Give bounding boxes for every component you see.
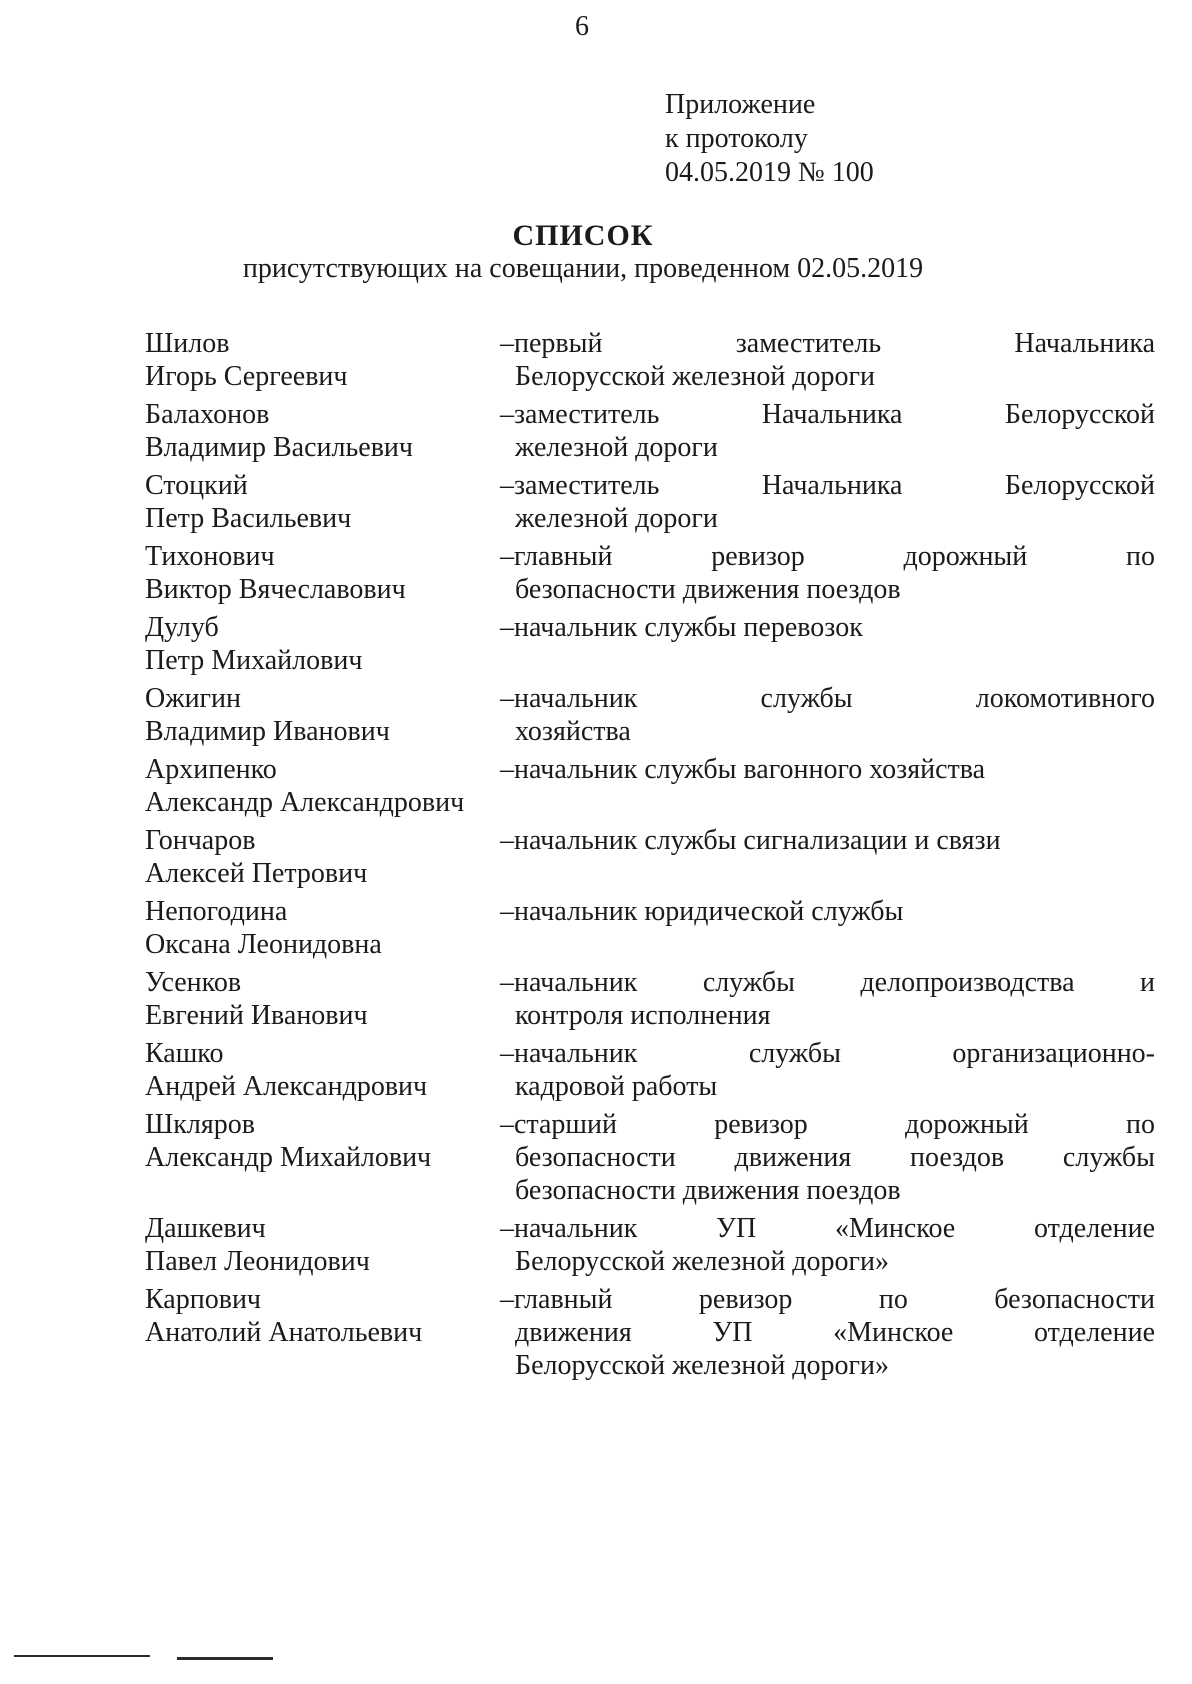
attendee-position-line: –начальник службы вагонного хозяйства (500, 754, 986, 785)
attendee-row (145, 1283, 1155, 1382)
attendee-row (145, 611, 1155, 677)
attendee-surname: Дулуб (145, 612, 219, 643)
attendee-position-line: –главный ревизор дорожный по (500, 541, 1155, 572)
attendee-name (145, 895, 500, 961)
document-heading (0, 219, 1166, 285)
attendee-position-line: Белорусской железной дороги (515, 361, 876, 392)
attendee-row (145, 682, 1155, 748)
attendee-position (500, 327, 1155, 393)
attendee-position (500, 824, 1155, 890)
attendee-position-line: –начальник службы организационно- (500, 1038, 1155, 1069)
attendee-name (145, 1283, 500, 1382)
attendee-position-line: –начальник службы делопроизводства и (500, 967, 1155, 998)
attendee-row (145, 753, 1155, 819)
attendee-position (500, 1037, 1155, 1103)
attendee-position-line: –начальник службы сигнализации и связи (500, 825, 1001, 856)
attendee-position (500, 895, 1155, 961)
attendee-row (145, 824, 1155, 890)
attendee-given-names: Владимир Васильевич (145, 432, 413, 463)
attendee-roster (145, 327, 1155, 1387)
attendee-position-line: Белорусской железной дороги» (515, 1350, 890, 1381)
attendee-position-line: железной дороги (515, 503, 718, 534)
attendee-row (145, 895, 1155, 961)
attendee-position (500, 398, 1155, 464)
attendee-position (500, 1283, 1155, 1382)
attendee-given-names: Анатолий Анатольевич (145, 1317, 423, 1348)
attendee-row (145, 1108, 1155, 1207)
page-number: 6 (575, 11, 589, 42)
attendee-surname: Шкляров (145, 1109, 255, 1140)
appendix-line: к протоколу (665, 123, 808, 154)
attendee-name (145, 824, 500, 890)
scan-artifact-line (177, 1657, 273, 1660)
attendee-position (500, 1108, 1155, 1207)
attendee-surname: Ожигин (145, 683, 242, 714)
attendee-position-line: –начальник УП «Минское отделение (500, 1213, 1155, 1244)
attendee-given-names: Петр Михайлович (145, 645, 363, 676)
attendee-surname: Балахонов (145, 399, 270, 430)
attendee-surname: Усенков (145, 967, 242, 998)
attendee-row (145, 540, 1155, 606)
attendee-position-line: Белорусской железной дороги» (515, 1246, 890, 1277)
attendee-position-line: кадровой работы (515, 1071, 718, 1102)
attendee-name (145, 398, 500, 464)
attendee-row (145, 327, 1155, 393)
attendee-given-names: Игорь Сергеевич (145, 361, 348, 392)
attendee-name (145, 1037, 500, 1103)
attendee-name (145, 1212, 500, 1278)
attendee-surname: Непогодина (145, 896, 288, 927)
attendee-surname: Карпович (145, 1284, 262, 1315)
attendee-position (500, 540, 1155, 606)
attendee-position-line: движения УП «Минское отделение (515, 1317, 1155, 1348)
appendix-line: Приложение (665, 89, 816, 120)
attendee-name (145, 611, 500, 677)
attendee-given-names: Владимир Иванович (145, 716, 390, 747)
attendee-row (145, 398, 1155, 464)
attendee-surname: Тихонович (145, 541, 275, 572)
appendix-block (665, 88, 874, 190)
attendee-given-names: Александр Александрович (145, 787, 465, 818)
attendee-row (145, 966, 1155, 1032)
attendee-surname: Дашкевич (145, 1213, 266, 1244)
attendee-position-line: безопасности движения поездов службы (515, 1142, 1155, 1173)
attendee-position (500, 682, 1155, 748)
attendee-given-names: Евгений Иванович (145, 1000, 368, 1031)
attendee-name (145, 469, 500, 535)
attendee-position-line: –первый заместитель Начальника (500, 328, 1155, 359)
attendee-position-line: хозяйства (515, 716, 631, 747)
appendix-line: 04.05.2019 № 100 (665, 157, 874, 188)
attendee-row (145, 469, 1155, 535)
attendee-surname: Стоцкий (145, 470, 248, 501)
attendee-surname: Архипенко (145, 754, 277, 785)
attendee-position-line: –старший ревизор дорожный по (500, 1109, 1155, 1140)
attendee-row (145, 1037, 1155, 1103)
attendee-position-line: –заместитель Начальника Белорусской (500, 399, 1155, 430)
attendee-given-names: Александр Михайлович (145, 1142, 432, 1173)
attendee-position-line: –начальник юридической службы (500, 896, 904, 927)
attendee-surname: Гончаров (145, 825, 256, 856)
attendee-position-line: контроля исполнения (515, 1000, 771, 1031)
attendee-row (145, 1212, 1155, 1278)
document-title: СПИСОК (512, 219, 654, 252)
document-subtitle: присутствующих на совещании, проведенном 02.05.2019 (242, 253, 924, 284)
attendee-name (145, 327, 500, 393)
attendee-position (500, 469, 1155, 535)
attendee-given-names: Павел Леонидович (145, 1246, 370, 1277)
attendee-position-line: безопасности движения поездов (515, 1175, 901, 1206)
attendee-given-names: Петр Васильевич (145, 503, 352, 534)
attendee-name (145, 1108, 500, 1207)
attendee-surname: Кашко (145, 1038, 224, 1069)
attendee-name (145, 966, 500, 1032)
attendee-position (500, 753, 1155, 819)
attendee-given-names: Андрей Александрович (145, 1071, 428, 1102)
attendee-name (145, 753, 500, 819)
attendee-position (500, 611, 1155, 677)
attendee-given-names: Алексей Петрович (145, 858, 368, 889)
attendee-position-line: –заместитель Начальника Белорусской (500, 470, 1155, 501)
attendee-name (145, 540, 500, 606)
attendee-position (500, 1212, 1155, 1278)
scan-artifact-line (14, 1655, 150, 1657)
attendee-surname: Шилов (145, 328, 230, 359)
attendee-position-line: –начальник службы перевозок (500, 612, 863, 643)
attendee-name (145, 682, 500, 748)
attendee-position-line: железной дороги (515, 432, 718, 463)
attendee-given-names: Виктор Вячеславович (145, 574, 406, 605)
attendee-given-names: Оксана Леонидовна (145, 929, 382, 960)
attendee-position-line: –начальник службы локомотивного (500, 683, 1155, 714)
attendee-position-line: безопасности движения поездов (515, 574, 901, 605)
attendee-position (500, 966, 1155, 1032)
attendee-position-line: –главный ревизор по безопасности (500, 1284, 1155, 1315)
